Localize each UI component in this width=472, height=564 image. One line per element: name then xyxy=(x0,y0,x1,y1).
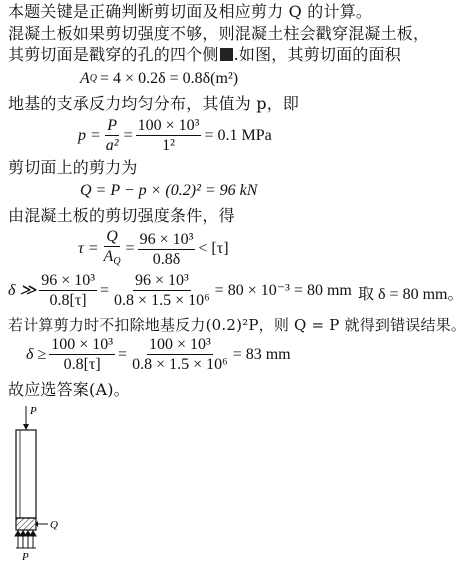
eq4-eq: = xyxy=(125,240,135,257)
load-arrow-top-head xyxy=(23,424,29,430)
eq5-rhs: = 80 × 10⁻³ = 80 mm xyxy=(214,281,352,299)
eq6-frac2-den: 0.8 × 1.5 × 10⁶ xyxy=(132,356,228,373)
eq6-frac2 xyxy=(130,336,230,373)
text-line-12: 若计算剪力时不扣除地基反力(0.2)²P，则 Q = P 就得到错误结果。 xyxy=(8,316,467,334)
text-line-1: 本题关键是正确判断剪切面及相应剪力 Q 的计算。 xyxy=(8,2,373,21)
text-line-3 xyxy=(8,45,401,65)
eq4-frac2-num: 96 × 10³ xyxy=(139,230,194,248)
eq5-frac2-num: 96 × 10³ xyxy=(134,272,189,289)
eq5-frac1 xyxy=(39,272,97,309)
eq4-frac1-den xyxy=(102,247,123,270)
eq5-frac1-num: 96 × 10³ xyxy=(41,272,96,289)
equation-shear-stress xyxy=(78,228,229,270)
eq5-frac2 xyxy=(112,272,212,309)
eq6-frac1 xyxy=(49,336,115,373)
eq6-rhs: = 83 mm xyxy=(232,345,291,363)
label-bottom-p: P xyxy=(22,551,29,562)
eq4-frac2-den: 0.8δ xyxy=(152,250,181,268)
label-side-q: Q xyxy=(50,519,58,531)
eq4-frac1 xyxy=(102,228,123,270)
column-body xyxy=(16,430,36,518)
eq5-take: 取 δ = 80 mm。 xyxy=(358,286,464,303)
eq3: Q = P − p × (0.2)² = 96 kN xyxy=(80,182,258,199)
eq6-frac2-num: 100 × 10³ xyxy=(148,336,211,353)
text-line-9: 由混凝土板的剪切强度条件，得 xyxy=(8,206,235,225)
equation-thickness-2 xyxy=(26,336,291,373)
text-line-3a: 其剪切面是戳穿的孔的四个侧 xyxy=(8,45,219,64)
equation-thickness-1 xyxy=(8,272,352,309)
column-diagram xyxy=(4,402,64,562)
eq6-frac1-den: 0.8[τ] xyxy=(63,356,101,373)
eq1-rhs: = 4 × 0.2δ = 0.8δ(m²) xyxy=(100,70,239,87)
label-top-p: P xyxy=(30,405,37,417)
eq2-frac2-den: 1² xyxy=(162,137,175,154)
eq5-lhs: δ ≫ xyxy=(8,281,37,299)
eq2-frac2-num: 100 × 10³ xyxy=(137,117,200,134)
equation-shear-area xyxy=(80,70,241,88)
eq6-frac1-num: 100 × 10³ xyxy=(51,336,114,353)
text-line-2: 混凝土板如果剪切强度不够，则混凝土柱会戳穿混凝土板， xyxy=(8,24,430,43)
eq6-eq: = xyxy=(118,345,128,363)
eq1-lhs: A xyxy=(80,70,90,87)
eq5-frac1-den: 0.8[τ] xyxy=(49,292,87,309)
eq4-lhs: τ = xyxy=(78,240,99,257)
eq5-eq: = xyxy=(100,281,110,299)
eq2-frac1 xyxy=(104,117,121,154)
equation-pressure xyxy=(78,117,272,154)
text-line-7: 剪切面上的剪力为 xyxy=(8,158,138,177)
equation-shear-force xyxy=(80,182,257,200)
text-line-5: 地基的支承反力均匀分布，其值为 p，即 xyxy=(8,94,300,113)
reaction-arrows xyxy=(15,531,36,548)
slab-section xyxy=(16,518,36,530)
unclear-glyph-icon xyxy=(220,48,233,61)
eq2-frac2 xyxy=(136,117,202,154)
eq2-eq: = xyxy=(123,126,133,144)
eq6-lhs: δ ≥ xyxy=(26,345,47,363)
eq5-frac2-den: 0.8 × 1.5 × 10⁶ xyxy=(114,292,210,309)
eq2-lhs: p = xyxy=(78,126,101,144)
eq1-sub: Q xyxy=(89,73,98,84)
eq4-frac1-den-sub: Q xyxy=(113,256,121,267)
equation-thickness-take xyxy=(358,286,463,304)
eq4-frac1-num: Q xyxy=(106,228,118,245)
eq2-rhs: = 0.1 MPa xyxy=(204,126,272,144)
eq2-frac1-num: P xyxy=(107,117,118,134)
text-line-14: 故应选答案(A)。 xyxy=(8,380,130,399)
eq4-rhs: < [τ] xyxy=(198,240,229,257)
text-line-3b: .如图，其剪切面的面积 xyxy=(233,45,401,64)
eq2-frac1-den: a² xyxy=(105,137,119,154)
eq4-frac2 xyxy=(138,231,196,268)
eq4-frac1-den-main: A xyxy=(103,248,114,265)
